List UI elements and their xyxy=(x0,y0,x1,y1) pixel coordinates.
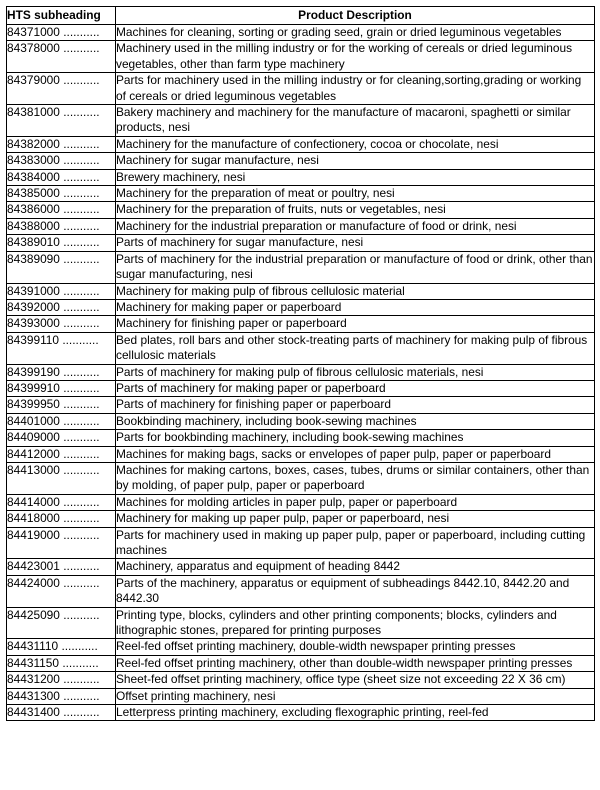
table-row xyxy=(7,397,595,413)
product-description: Machinery for the manufacture of confectionery, cocoa or chocolate, nesi xyxy=(116,136,595,152)
product-description: Machines for making bags, sacks or envelopes of paper pulp, paper or paperboard xyxy=(116,446,595,462)
table-row xyxy=(7,251,595,283)
product-description: Bookbinding machinery, including book-sewing machines xyxy=(116,413,595,429)
hts-code: 84383000 ........... xyxy=(7,153,116,169)
hts-code: 84388000 ........... xyxy=(7,218,116,234)
hts-code: 84379000 ........... xyxy=(7,73,116,105)
hts-code: 84414000 ........... xyxy=(7,494,116,510)
product-description: Offset printing machinery, nesi xyxy=(116,688,595,704)
product-description: Parts of machinery for the industrial preparation or manufacture of food or drink, other than sugar manufacturing, nesi xyxy=(116,251,593,282)
hts-code: 84431110 ........... xyxy=(7,639,116,655)
product-description: Machines for molding articles in paper pulp, paper or paperboard xyxy=(116,494,595,510)
product-description: Parts of machinery for sugar manufacture, nesi xyxy=(116,235,595,251)
hts-code: 84389010 ........... xyxy=(7,235,116,251)
product-description: Parts for machinery used in the milling industry or for cleaning,sorting,grading or working of cereals or dried leguminous vegetables xyxy=(116,73,595,105)
product-description: Machinery used in the milling industry or for the working of cereals or dried leguminous vegetables, other than farm type machinery xyxy=(116,41,595,73)
product-description: Reel-fed offset printing machinery, other than double-width newspaper printing presses xyxy=(116,655,595,671)
hts-code: 84431300 ........... xyxy=(7,688,116,704)
table-row xyxy=(7,169,595,185)
product-description: Parts for bookbinding machinery, including book-sewing machines xyxy=(116,430,595,446)
table-row xyxy=(7,25,595,41)
table-row xyxy=(7,283,595,299)
product-description: Machinery for the industrial preparation or manufacture of food or drink, nesi xyxy=(116,218,595,234)
table-row xyxy=(7,462,595,494)
product-description: Bed plates, roll bars and other stock-treating parts of machinery for making pulp of fibrous cellulosic materials xyxy=(116,332,595,364)
hts-code: 84381000 ........... xyxy=(7,105,116,137)
table-row xyxy=(7,364,595,380)
table-row xyxy=(7,332,595,364)
table-row xyxy=(7,494,595,510)
hts-code: 84425090 ........... xyxy=(7,607,116,639)
table-body xyxy=(7,25,595,721)
table-row xyxy=(7,655,595,671)
table-row xyxy=(7,105,595,137)
hts-code: 84418000 ........... xyxy=(7,511,116,527)
product-description: Machinery for making up paper pulp, paper or paperboard, nesi xyxy=(116,511,595,527)
hts-code: 84424000 ........... xyxy=(7,575,116,607)
hts-code: 84399950 ........... xyxy=(7,397,116,413)
table-row xyxy=(7,511,595,527)
hts-code: 84385000 ........... xyxy=(7,186,116,202)
product-description: Machinery for the preparation of meat or poultry, nesi xyxy=(116,186,595,202)
table-row xyxy=(7,639,595,655)
product-description: Parts of the machinery, apparatus or equipment of subheadings 8442.10, 8442.20 and 8442.30 xyxy=(116,575,595,607)
table-row xyxy=(7,413,595,429)
product-description: Brewery machinery, nesi xyxy=(116,169,595,185)
hts-code: 84413000 ........... xyxy=(7,462,116,494)
hts-code: 84419000 ........... xyxy=(7,527,116,559)
table-row xyxy=(7,672,595,688)
hts-code: 84391000 ........... xyxy=(7,283,116,299)
hts-code: 84431400 ........... xyxy=(7,705,116,721)
hts-code: 84393000 ........... xyxy=(7,316,116,332)
table-row xyxy=(7,41,595,73)
product-description: Parts of machinery for finishing paper or paperboard xyxy=(116,397,595,413)
table-row xyxy=(7,218,595,234)
hts-code: 84378000 ........... xyxy=(7,41,116,73)
product-description: Printing type, blocks, cylinders and other printing components; blocks, cylinders and lithographic stones, prepared for printing purposes xyxy=(116,607,595,639)
product-description: Machines for cleaning, sorting or grading seed, grain or dried leguminous vegetables xyxy=(116,25,595,41)
hts-code: 84389090 ........... xyxy=(7,251,116,283)
product-description: Machinery for the preparation of fruits, nuts or vegetables, nesi xyxy=(116,202,595,218)
hts-code: 84401000 ........... xyxy=(7,413,116,429)
table-row xyxy=(7,316,595,332)
product-description: Parts of machinery for making paper or paperboard xyxy=(116,380,595,396)
table-row xyxy=(7,153,595,169)
hts-code: 84384000 ........... xyxy=(7,169,116,185)
table-row xyxy=(7,380,595,396)
hts-code: 84423001 ........... xyxy=(7,559,116,575)
table-row xyxy=(7,136,595,152)
product-description: Machinery, apparatus and equipment of heading 8442 xyxy=(116,559,595,575)
hts-code: 84431200 ........... xyxy=(7,672,116,688)
table-row xyxy=(7,559,595,575)
product-description: Machinery for finishing paper or paperboard xyxy=(116,316,595,332)
header-row xyxy=(7,7,595,25)
table-row xyxy=(7,446,595,462)
hts-code: 84431150 ........... xyxy=(7,655,116,671)
table-row xyxy=(7,186,595,202)
hts-code: 84399110 ........... xyxy=(7,332,116,364)
product-description-header: Product Description xyxy=(116,7,595,25)
hts-code: 84392000 ........... xyxy=(7,299,116,315)
product-description: Bakery machinery and machinery for the manufacture of macaroni, spaghetti or similar products, nesi xyxy=(116,105,595,137)
hts-code: 84371000 ........... xyxy=(7,25,116,41)
product-description: Reel-fed offset printing machinery, double-width newspaper printing presses xyxy=(116,639,595,655)
hts-table xyxy=(6,6,595,721)
product-description: Letterpress printing machinery, excluding flexographic printing, reel-fed xyxy=(116,705,595,721)
table-row xyxy=(7,299,595,315)
table-row xyxy=(7,575,595,607)
table-row xyxy=(7,73,595,105)
table-row xyxy=(7,527,595,559)
table-row xyxy=(7,430,595,446)
product-description: Machinery for making paper or paperboard xyxy=(116,299,595,315)
product-description: Parts for machinery used in making up paper pulp, paper or paperboard, including cutting machines xyxy=(116,527,595,559)
hts-code: 84386000 ........... xyxy=(7,202,116,218)
product-description: Machinery for sugar manufacture, nesi xyxy=(116,153,595,169)
hts-code: 84409000 ........... xyxy=(7,430,116,446)
product-description: Machines for making cartons, boxes, cases, tubes, drums or similar containers, other than by molding, of paper pulp, paper or paperboard xyxy=(116,462,595,494)
hts-subheading-header: HTS subheading xyxy=(7,7,116,25)
table-row xyxy=(7,688,595,704)
product-description: Parts of machinery for making pulp of fibrous cellulosic materials, nesi xyxy=(116,364,595,380)
hts-code: 84399910 ........... xyxy=(7,380,116,396)
table-row xyxy=(7,235,595,251)
product-description: Sheet-fed offset printing machinery, office type (sheet size not exceeding 22 X 36 cm) xyxy=(116,672,595,688)
product-description: Machinery for making pulp of fibrous cellulosic material xyxy=(116,283,595,299)
hts-code: 84399190 ........... xyxy=(7,364,116,380)
table-row xyxy=(7,705,595,721)
hts-code: 84382000 ........... xyxy=(7,136,116,152)
table-row xyxy=(7,607,595,639)
table-row xyxy=(7,202,595,218)
hts-code: 84412000 ........... xyxy=(7,446,116,462)
